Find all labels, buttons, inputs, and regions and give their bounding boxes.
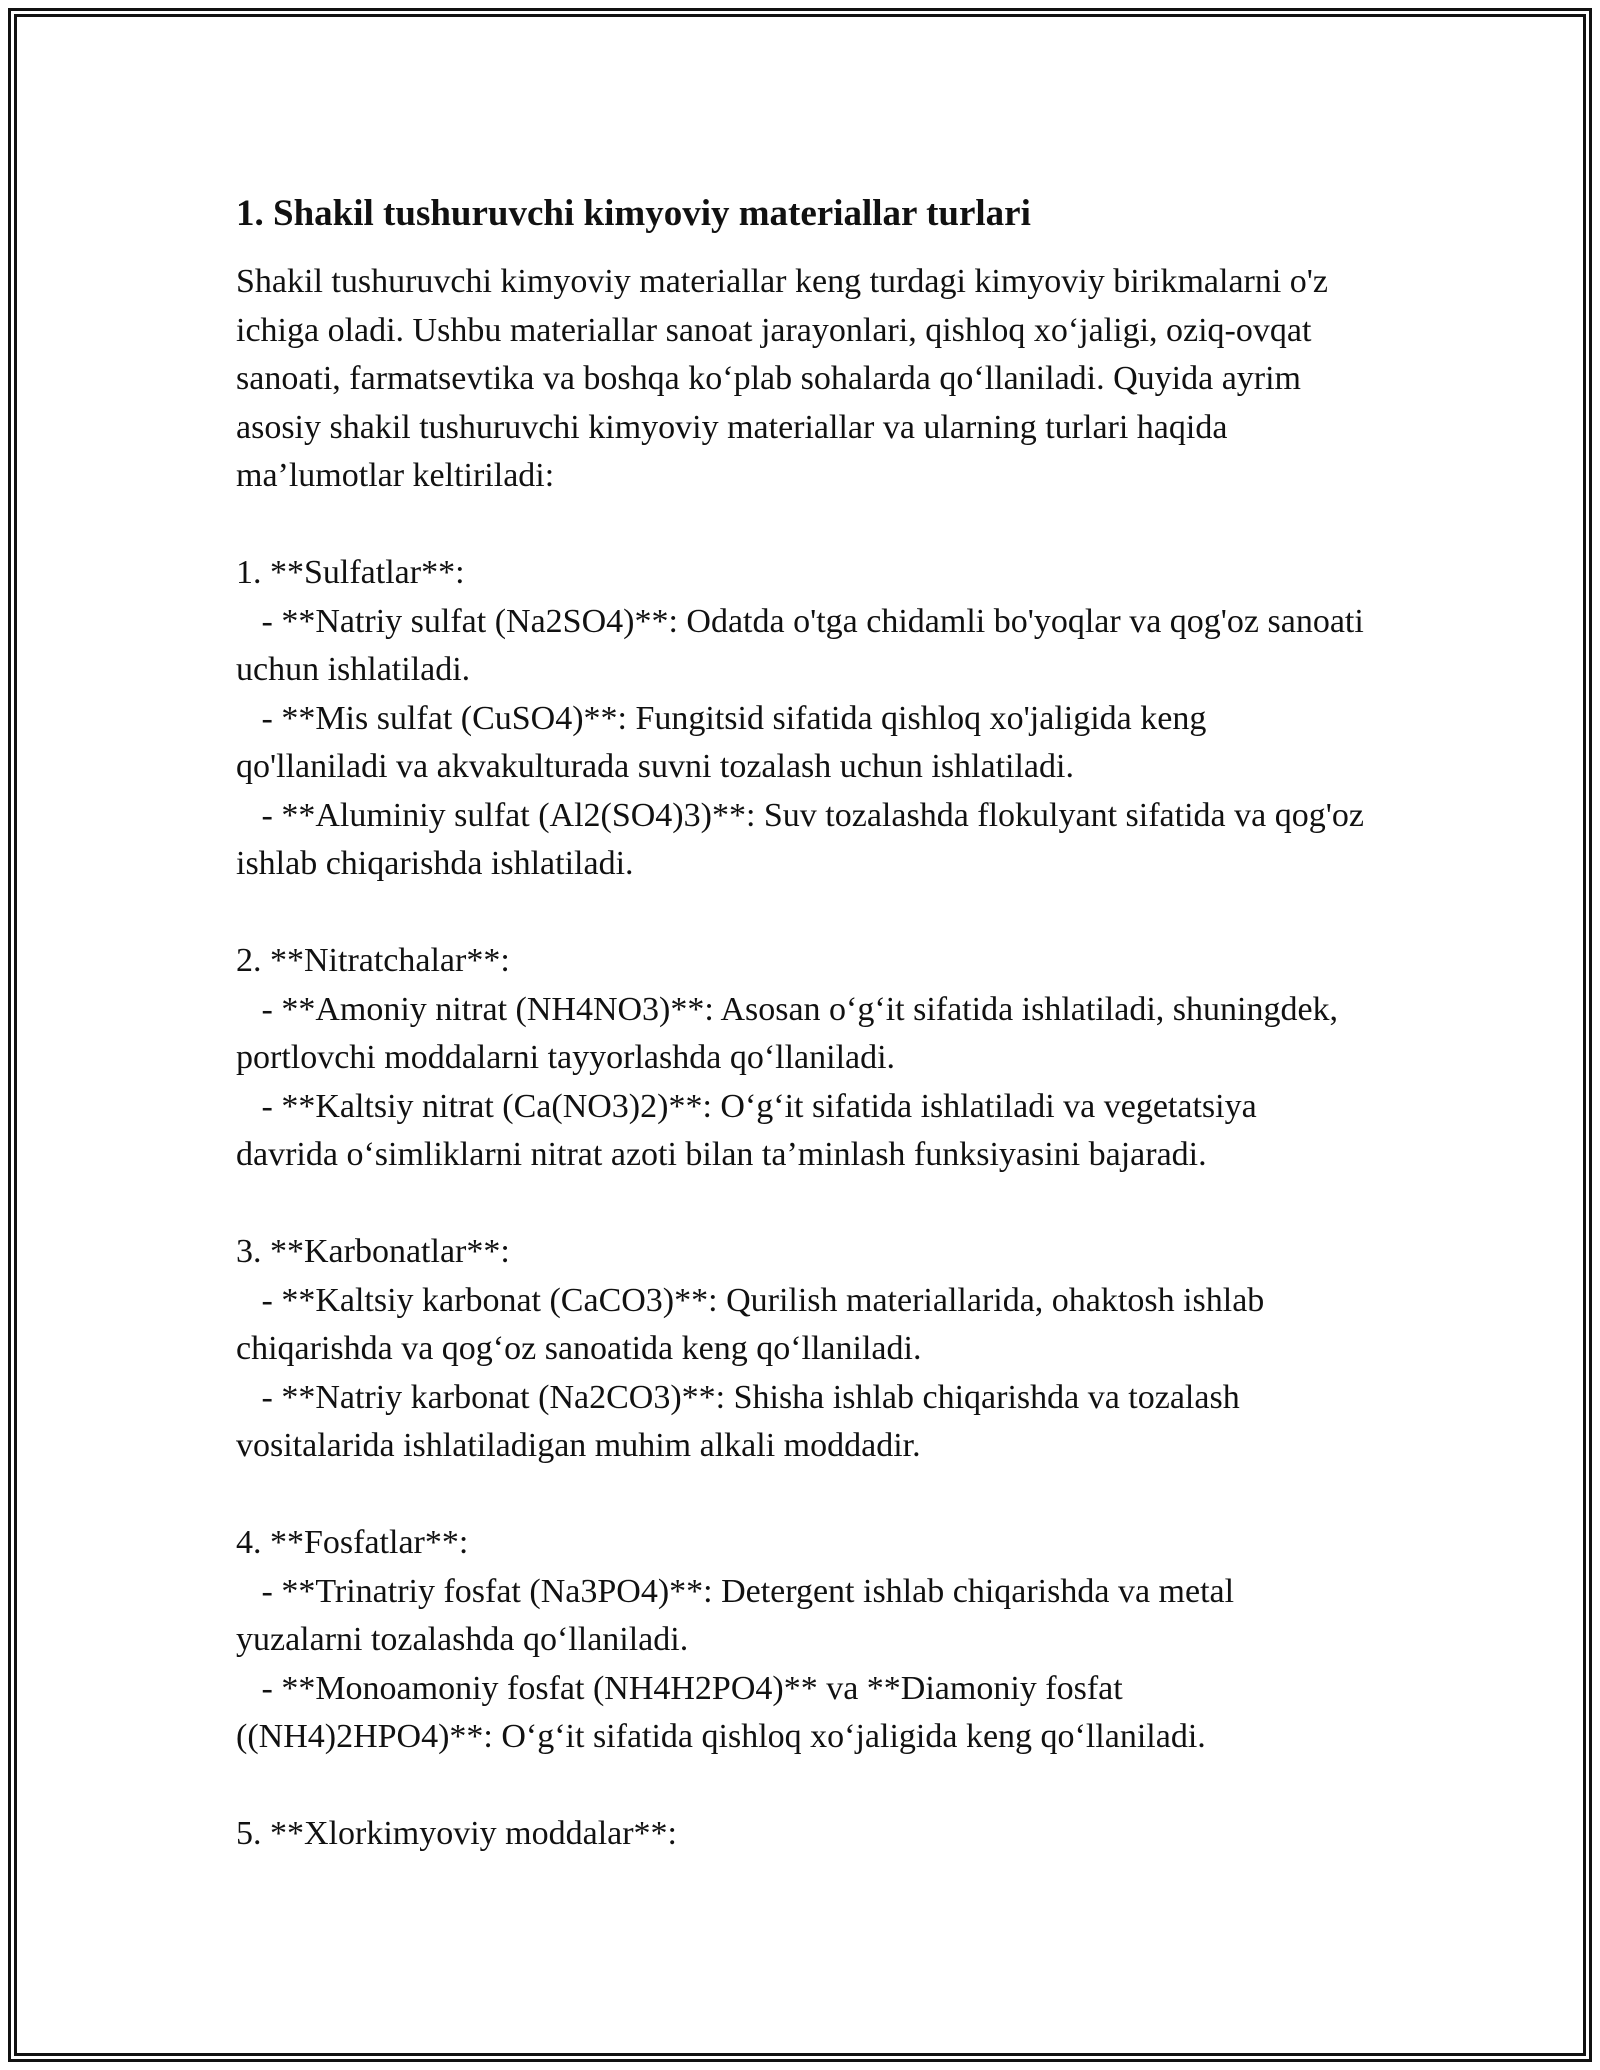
blank-line (236, 501, 1366, 550)
list-item: - **Kaltsiy karbonat (CaCO3)**: Qurilish materiallarida, ohaktosh ishlab chiqarishda va qog‘oz sanoatida keng qo‘llaniladi. (236, 1281, 1273, 1367)
blank-line (236, 1762, 1366, 1811)
section-xlorkimyoviy (236, 1810, 1366, 1859)
list-item: - **Aluminiy sulfat (Al2(SO4)3)**: Suv tozalashda flokulyant sifatida va qog'oz ishlab chiqarishda ishlatiladi. (236, 796, 1373, 882)
blank-line (236, 1471, 1366, 1520)
section-heading: 3. **Karbonatlar**: (236, 1233, 510, 1270)
list-item: - **Monoamoniy fosfat (NH4H2PO4)** va **Diamoniy fosfat ((NH4)2HPO4)**: O‘g‘it sifatida qishloq xo‘jaligida keng qo‘llaniladi. (236, 1669, 1206, 1755)
intro-paragraph: Shakil tushuruvchi kimyoviy materiallar keng turdagi kimyoviy birikmalarni o'z ichiga oladi. Ushbu materiallar sanoat jarayonlari, qishloq xo‘jaligi, oziq-ovqat sanoati, farmatsevtika va boshqa ko‘plab sohalarda qo‘llaniladi. Quyida ayrim asosiy shakil tushuruvchi kimyoviy materiallar va ularning turlari haqida ma’lumotlar keltiriladi: (236, 263, 1329, 494)
list-item: - **Amoniy nitrat (NH4NO3)**: Asosan o‘g‘it sifatida ishlatiladi, shuningdek, portlovchi moddalarni tayyorlashda qo‘llaniladi. (236, 990, 1347, 1076)
blank-line (236, 1180, 1366, 1229)
section-nitratchalar (236, 937, 1366, 1180)
blank-line (236, 889, 1366, 938)
section-fosfatlar (236, 1519, 1366, 1762)
section-karbonatlar (236, 1228, 1366, 1471)
section-sulfatlar (236, 549, 1373, 889)
document-title: 1. Shakil tushuruvchi kimyoviy materiallar turlari (236, 193, 1031, 234)
section-heading: 4. **Fosfatlar**: (236, 1524, 469, 1561)
document-body (236, 190, 1373, 1859)
list-item: - **Natriy sulfat (Na2SO4)**: Odatda o'tga chidamli bo'yoqlar va qog'oz sanoati uchun ishlatiladi. (236, 602, 1373, 688)
section-heading: 2. **Nitratchalar**: (236, 942, 510, 979)
list-item: - **Natriy karbonat (Na2CO3)**: Shisha ishlab chiqarishda va tozalash vositalarida ishlatiladigan muhim alkali moddadir. (236, 1378, 1249, 1464)
list-item: - **Mis sulfat (CuSO4)**: Fungitsid sifatida qishloq xo'jaligida keng qo'llaniladi va akvakulturada suvni tozalash uchun ishlatiladi. (236, 699, 1215, 785)
list-item: - **Kaltsiy nitrat (Ca(NO3)2)**: O‘g‘it sifatida ishlatiladi va vegetatsiya davrida o‘simliklarni nitrat azoti bilan ta’minlash funksiyasini bajaradi. (236, 1087, 1266, 1173)
section-heading: 5. **Xlorkimyoviy moddalar**: (236, 1815, 678, 1852)
list-item: - **Trinatriy fosfat (Na3PO4)**: Detergent ishlab chiqarishda va metal yuzalarni tozalashda qo‘llaniladi. (236, 1572, 1243, 1658)
section-heading: 1. **Sulfatlar**: (236, 554, 465, 591)
